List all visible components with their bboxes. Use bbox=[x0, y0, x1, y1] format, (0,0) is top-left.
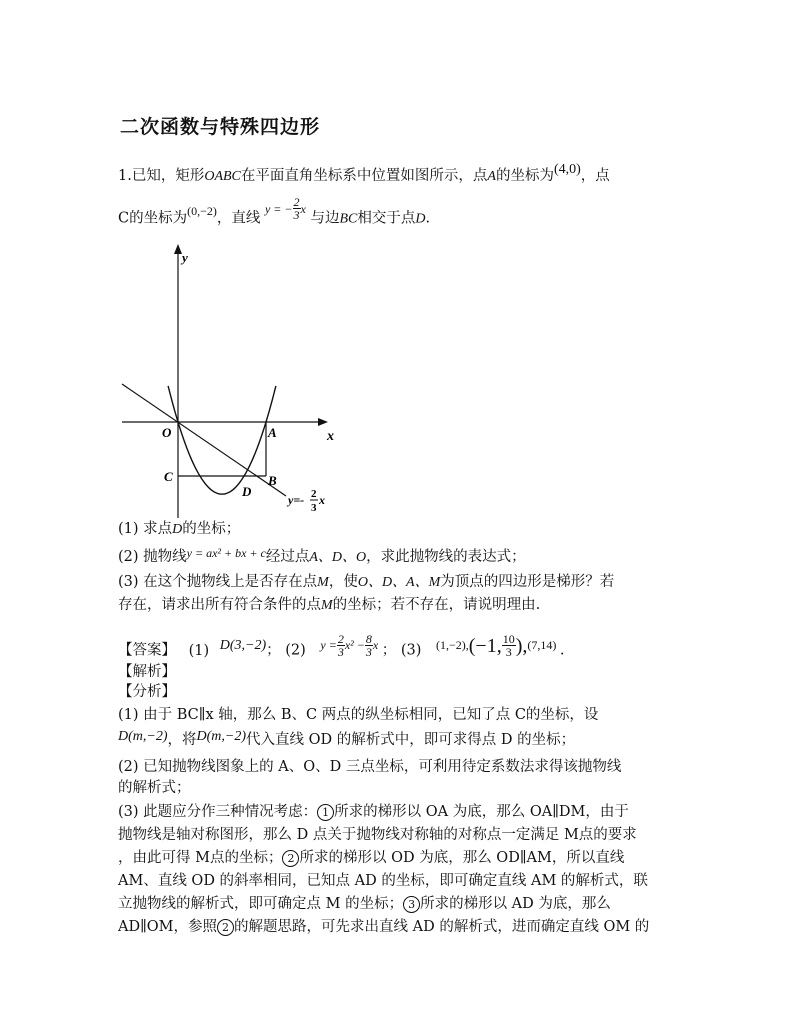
problem-text: 1.已知，矩形 bbox=[118, 168, 205, 184]
line-label-prefix: y=- bbox=[288, 493, 305, 507]
analysis-3-e bbox=[118, 894, 611, 914]
part-text: 的坐标；若不存在，请说明理由. bbox=[332, 597, 541, 613]
analysis-1: (1) 由于 BC∥x 轴，那么 B、C 两点的纵坐标相同，已知了点 C的坐标，设 bbox=[118, 707, 599, 723]
analysis-text: (3) 此题应分作三种情况考虑： bbox=[118, 804, 318, 820]
analysis-3 bbox=[118, 802, 629, 822]
analysis-2: (2) 已知抛物线图象上的 A、O、D 三点坐标，可利用待定系数法求得该抛物线 bbox=[118, 759, 622, 775]
part-3 bbox=[118, 572, 614, 593]
point-d-label: D bbox=[242, 484, 252, 499]
line-equation bbox=[264, 195, 310, 222]
answer-point: (7,14) bbox=[527, 637, 557, 652]
problem-text: ，直线 bbox=[216, 210, 261, 227]
answer-1: D(3,−2) bbox=[219, 637, 267, 653]
analysis-3-d: AM、直线 OD 的斜率相同，已知点 AD 的坐标，即可确定直线 AM 的解析式，联 bbox=[118, 873, 648, 889]
parabola-equation: y = ax² + bx + c bbox=[186, 546, 266, 560]
separator: . bbox=[559, 642, 565, 659]
x-axis-arrow bbox=[318, 418, 328, 426]
analysis-label: 【解析】 bbox=[118, 664, 176, 680]
point-a-label: A bbox=[268, 425, 277, 440]
d-coord: D(m,−2) bbox=[118, 729, 168, 744]
answer-index: (2) bbox=[285, 642, 306, 659]
eq-lhs: y = − bbox=[264, 201, 293, 216]
analysis-text: 立抛物线的解析式，即可确定点 M 的坐标； bbox=[118, 896, 404, 912]
analysis-text: AD∥OM，参照 bbox=[118, 919, 218, 935]
line-od bbox=[122, 384, 286, 496]
frac-den: 3 bbox=[505, 645, 512, 659]
point-label: M bbox=[321, 598, 333, 613]
eq-part: x² − bbox=[344, 637, 365, 652]
analysis-text: ，由此可得 M点的坐标； bbox=[118, 850, 283, 866]
part-text: (1) 求点 bbox=[118, 521, 173, 537]
answer-3 bbox=[435, 632, 560, 659]
problem-line-2 bbox=[118, 195, 431, 231]
point-list: A、D、O bbox=[309, 550, 367, 565]
y-axis-label: y bbox=[182, 250, 188, 265]
frac-num: 2 bbox=[337, 632, 344, 646]
frac-num: 8 bbox=[365, 632, 372, 646]
part-3-cont bbox=[118, 595, 540, 616]
frac-num: 2 bbox=[293, 195, 300, 209]
analysis-sub-label: 【分析】 bbox=[118, 684, 176, 700]
analysis-2-cont: 的解析式； bbox=[118, 780, 191, 796]
analysis-3-b: 抛物线是轴对称图形，那么 D 点关于抛物线对称轴的对称点一定满足 M点的要求 bbox=[118, 827, 637, 843]
d-coord: D(m,−2) bbox=[196, 729, 246, 744]
analysis-text: 所求的梯形以 OD 为底，那么 OD∥AM，所以直线 bbox=[299, 850, 625, 866]
analysis-text: 的解题思路，可先求出直线 AD 的解析式，进而确定直线 OM 的 bbox=[234, 919, 650, 935]
problem-text: 相交于点 bbox=[357, 210, 416, 227]
analysis-text: ，将 bbox=[167, 732, 197, 748]
frac-den: 3 bbox=[365, 645, 372, 659]
frac-den: 3 bbox=[293, 208, 300, 222]
circled-number: 3 bbox=[403, 896, 420, 913]
coord-c: (0,−2) bbox=[187, 203, 217, 218]
point-b-label: B bbox=[268, 473, 277, 488]
problem-text: 与边 bbox=[310, 210, 340, 227]
fraction bbox=[337, 633, 345, 658]
coord-a: (4,0) bbox=[553, 162, 581, 177]
line-label-den: 3 bbox=[311, 502, 317, 514]
segment-label: BC bbox=[339, 211, 358, 227]
problem-text: 在平面直角坐标系中位置如图所示，点 bbox=[240, 168, 488, 184]
problem-line-1 bbox=[118, 162, 610, 187]
answer-point: (1,−2), bbox=[435, 637, 469, 652]
coordinate-figure bbox=[118, 240, 358, 525]
analysis-3-c bbox=[118, 848, 624, 868]
answer-point: (−1, bbox=[468, 634, 502, 657]
analysis-text: 所求的梯形以 AD 为底，那么 bbox=[420, 896, 611, 912]
analysis-3-f bbox=[118, 917, 649, 937]
answer-label: 【答案】 bbox=[118, 642, 176, 659]
part-text: 的坐标； bbox=[182, 521, 241, 537]
part-text: (3) 在这个抛物线上是否存在点 bbox=[118, 574, 318, 590]
answer-index: (1) bbox=[188, 642, 210, 659]
part-text: 经过点 bbox=[265, 549, 310, 565]
point-label: M bbox=[317, 575, 329, 590]
line-label-num: 2 bbox=[311, 488, 317, 500]
x-axis-label: x bbox=[327, 429, 334, 444]
analysis-text: 所求的梯形以 OA 为底，那么 OA∥DM，由于 bbox=[334, 804, 629, 820]
point-label: A bbox=[487, 169, 496, 184]
problem-text: C的坐标为 bbox=[118, 210, 188, 227]
part-1 bbox=[118, 519, 240, 540]
answer-point: ), bbox=[515, 634, 528, 657]
problem-text: . bbox=[425, 210, 431, 227]
point-label: D bbox=[415, 211, 426, 227]
fraction bbox=[365, 633, 373, 658]
y-axis-arrow bbox=[174, 244, 182, 254]
point-o-label: O bbox=[162, 425, 172, 440]
problem-text: 的坐标为 bbox=[495, 168, 554, 184]
circled-number: 2 bbox=[282, 850, 299, 867]
fraction bbox=[293, 196, 301, 221]
circled-number: 2 bbox=[217, 919, 234, 936]
point-label: D bbox=[172, 522, 183, 537]
eq-part: y = bbox=[320, 637, 337, 652]
part-text: (2) 抛物线 bbox=[118, 549, 187, 565]
analysis-text: 代入直线 OD 的解析式中，即可求得点 D 的坐标； bbox=[246, 732, 576, 748]
part-text: ，使 bbox=[328, 574, 358, 590]
frac-num: 10 bbox=[502, 632, 515, 646]
line-label-var: x bbox=[319, 493, 325, 507]
answer-index: (3) bbox=[400, 642, 422, 659]
part-text: 存在，请求出所有符合条件的点 bbox=[118, 597, 321, 613]
page-title: 二次函数与特殊四边形 bbox=[120, 116, 321, 138]
circled-number: 1 bbox=[317, 804, 334, 821]
analysis-1-cont bbox=[118, 730, 575, 751]
problem-text: ，点 bbox=[580, 168, 610, 184]
answer-2 bbox=[320, 632, 381, 659]
part-2 bbox=[118, 547, 526, 568]
answer-line bbox=[118, 632, 565, 664]
part-text: ，求此抛物线的表达式； bbox=[366, 549, 526, 565]
part-text: 为顶点的四边形是梯形？若 bbox=[440, 574, 615, 590]
point-list: O、D、A、M bbox=[357, 575, 441, 590]
eq-part: x bbox=[372, 637, 379, 652]
separator: ； bbox=[381, 642, 397, 659]
rect-name: OABC bbox=[204, 169, 241, 184]
separator: ； bbox=[266, 642, 281, 659]
eq-var: x bbox=[300, 201, 306, 216]
fraction bbox=[502, 633, 516, 658]
frac-den: 3 bbox=[337, 645, 344, 659]
point-c-label: C bbox=[164, 469, 173, 484]
